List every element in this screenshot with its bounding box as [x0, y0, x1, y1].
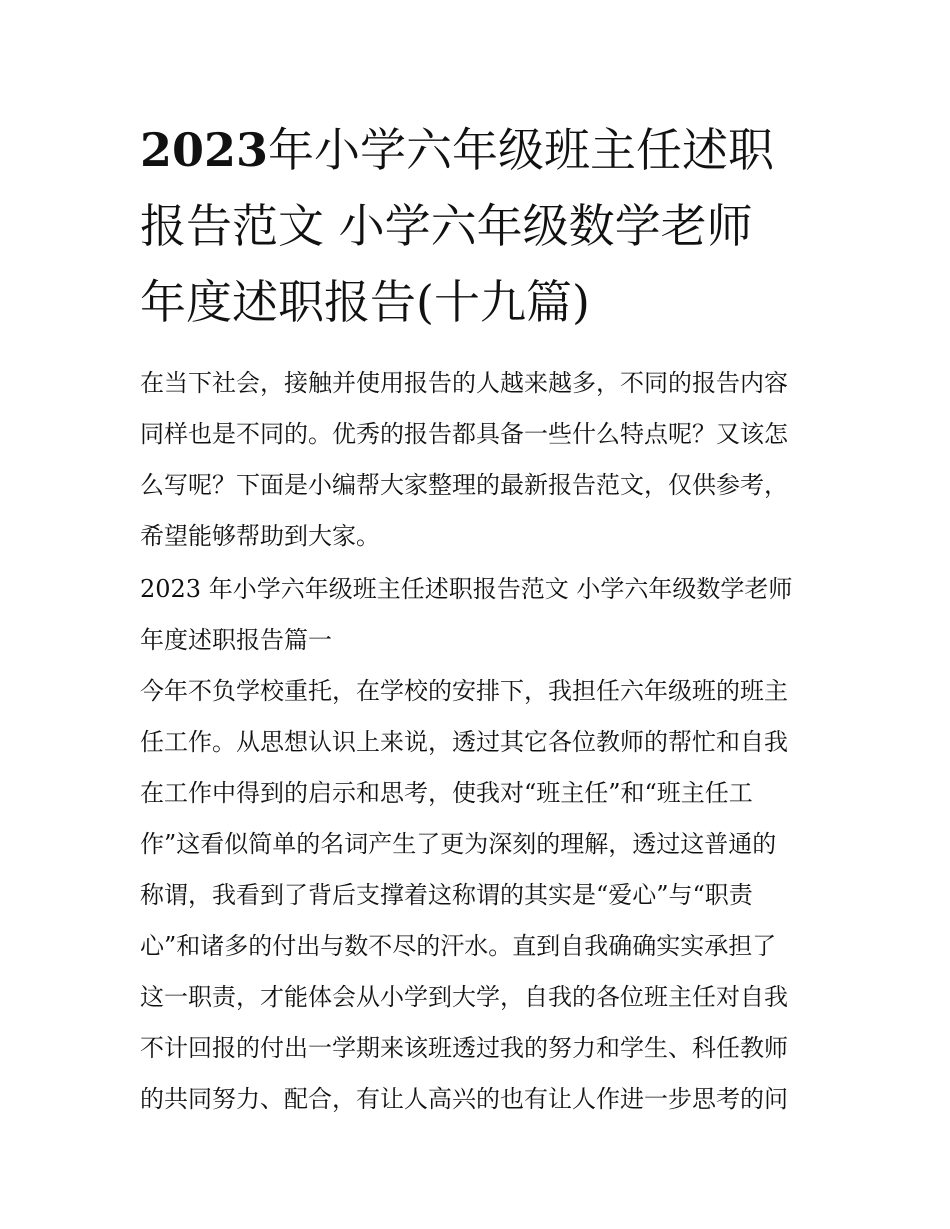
intro-line: 么写呢？下面是小编帮大家整理的最新报告范文，仅供参考， — [140, 471, 788, 499]
body-line: 今年不负学校重托，在学校的安排下，我担任六年级班的班主 — [140, 677, 788, 705]
title-line-1-text: 年小学六年级班主任述职 — [268, 123, 775, 177]
document-title — [140, 112, 816, 340]
intro-line: 同样也是不同的。优秀的报告都具备一些什么特点呢？又该怎 — [140, 420, 788, 448]
intro-line: 希望能够帮助到大家。 — [140, 522, 380, 550]
body-line: 在工作中得到的启示和思考，使我对“班主任”和“班主任工 — [140, 779, 753, 807]
intro-paragraph — [140, 358, 816, 562]
title-line-1 — [140, 112, 816, 188]
title-line-3: 年度述职报告(十九篇) — [140, 275, 590, 329]
title-line-2: 报告范文 小学六年级数学老师 — [140, 199, 753, 253]
section-heading-line: 年度述职报告篇一 — [140, 626, 332, 654]
document-content — [140, 112, 816, 1125]
body-paragraph — [140, 666, 816, 1125]
body-line: 任工作。从思想认识上来说，透过其它各位教师的帮忙和自我 — [140, 728, 788, 756]
body-line: 作”这看似简单的名词产生了更为深刻的理解，透过这普通的 — [140, 830, 777, 858]
body-line: 不计回报的付出一学期来该班透过我的努力和学生、科任教师 — [140, 1034, 788, 1062]
body-line: 心”和诸多的付出与数不尽的汗水。直到自我确确实实承担了 — [140, 932, 777, 960]
body-line: 的共同努力、配合，有让人高兴的也有让人作进一步思考的问 — [140, 1085, 788, 1113]
section-heading — [140, 564, 816, 666]
title-year: 2023 — [140, 123, 269, 177]
intro-line: 在当下社会，接触并使用报告的人越来越多，不同的报告内容 — [140, 369, 788, 397]
section-heading-line: 2023 年小学六年级班主任述职报告范文 小学六年级数学老师 — [140, 575, 793, 603]
body-line: 这一职责，才能体会从小学到大学，自我的各位班主任对自我 — [140, 983, 788, 1011]
body-line: 称谓，我看到了背后支撑着这称谓的其实是“爱心”与“职责 — [140, 881, 753, 909]
